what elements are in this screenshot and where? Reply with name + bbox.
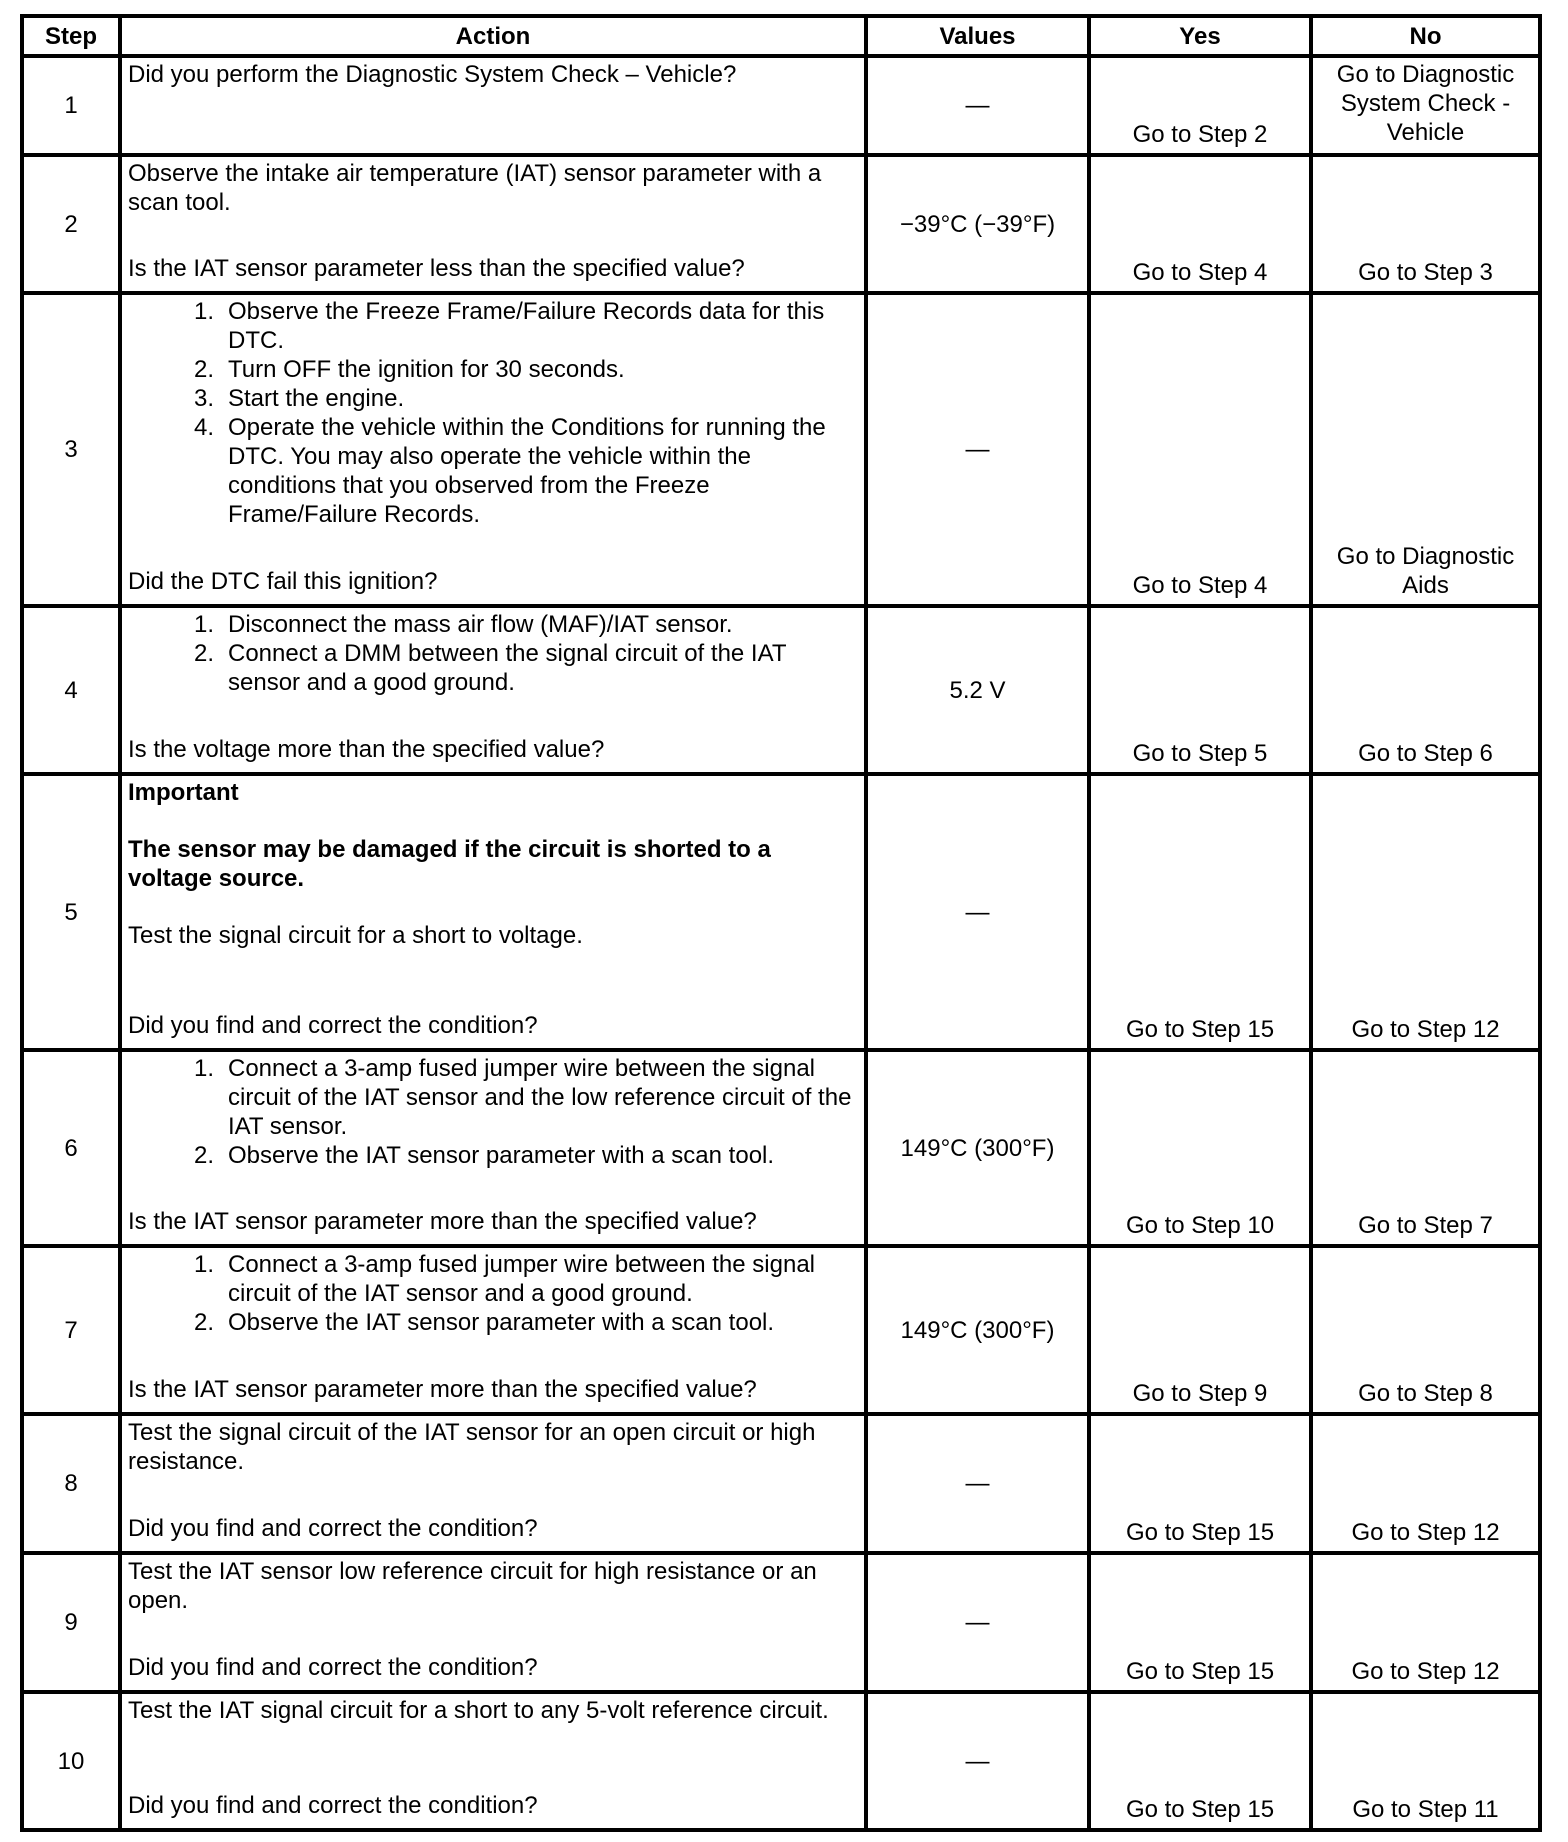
table-row (22, 606, 1540, 774)
no-answer: Go to Step 12 (1351, 1658, 1500, 1685)
step-number: 2 (22, 155, 120, 293)
header-step: Step (22, 16, 120, 56)
step-number: 4 (22, 606, 120, 774)
value-cell: 149°C (300°F) (866, 1050, 1089, 1246)
value-cell: — (866, 774, 1089, 1050)
no-cell (1311, 606, 1540, 774)
yes-cell (1089, 1246, 1311, 1414)
no-answer: Go to Step 12 (1351, 1016, 1500, 1043)
action-cell (120, 1414, 866, 1553)
value-cell: — (866, 1692, 1089, 1830)
action-text: Test the IAT sensor low reference circuit for high resistance or an open. (128, 1558, 817, 1614)
yes-cell (1089, 1692, 1311, 1830)
value-cell: 149°C (300°F) (866, 1246, 1089, 1414)
list-item: 1. Connect a 3-amp fused jumper wire between the signal circuit of the IAT sensor and a good ground. (193, 1251, 815, 1307)
action-cell (120, 1553, 866, 1692)
no-cell (1311, 1246, 1540, 1414)
no-answer: Go to Diagnostic System Check - Vehicle (1336, 61, 1515, 146)
no-cell (1311, 56, 1540, 155)
no-cell (1311, 1553, 1540, 1692)
no-answer: Go to Step 3 (1358, 259, 1493, 286)
no-answer: Go to Step 11 (1352, 1796, 1499, 1823)
yes-answer: Go to Step 15 (1125, 1796, 1275, 1823)
action-question: Is the IAT sensor parameter more than the specified value? (128, 1376, 757, 1403)
no-answer: Go to Step 7 (1358, 1212, 1493, 1239)
action-text: Did you perform the Diagnostic System Check – Vehicle? (128, 61, 737, 88)
list-item: 1. Disconnect the mass air flow (MAF)/IAT sensor. (193, 611, 733, 638)
table-row (22, 1553, 1540, 1692)
value-cell: — (866, 293, 1089, 606)
yes-cell (1089, 293, 1311, 606)
yes-answer: Go to Step 15 (1125, 1016, 1275, 1043)
value-cell: — (866, 1553, 1089, 1692)
action-steps-list (128, 610, 858, 697)
action-question: Did you find and correct the condition? (128, 1012, 538, 1039)
action-text: Observe the intake air temperature (IAT) sensor parameter with a scan tool. (128, 160, 822, 216)
no-answer: Go to Step 8 (1358, 1380, 1493, 1407)
step-number: 3 (22, 293, 120, 606)
action-question: Is the voltage more than the specified value? (128, 736, 605, 763)
value-cell: — (866, 1414, 1089, 1553)
yes-answer: Go to Step 4 (1132, 572, 1268, 599)
yes-cell (1089, 56, 1311, 155)
action-question: Did you find and correct the condition? (128, 1654, 538, 1681)
no-cell (1311, 1414, 1540, 1553)
action-cell (120, 606, 866, 774)
important-notice: The sensor may be damaged if the circuit is shorted to a voltage source. (128, 836, 771, 892)
action-cell (120, 293, 866, 606)
list-item: 2. Turn OFF the ignition for 30 seconds. (193, 356, 625, 383)
diagnostic-table (20, 14, 1542, 1832)
action-text: Test the signal circuit for a short to voltage. (128, 922, 583, 949)
yes-answer: Go to Step 5 (1132, 740, 1268, 767)
yes-cell (1089, 1050, 1311, 1246)
action-cell (120, 56, 866, 155)
table-row (22, 293, 1540, 606)
yes-cell (1089, 1414, 1311, 1553)
yes-answer: Go to Step 9 (1132, 1380, 1268, 1407)
action-text: Test the IAT signal circuit for a short to any 5-volt reference circuit. (128, 1697, 829, 1724)
header-action: Action (120, 16, 866, 56)
no-answer: Go to Step 12 (1351, 1519, 1500, 1546)
list-item: 2. Observe the IAT sensor parameter with a scan tool. (193, 1142, 775, 1169)
action-question: Did you find and correct the condition? (128, 1515, 538, 1542)
table-row (22, 56, 1540, 155)
action-steps-list (128, 1054, 858, 1170)
list-item: 1. Observe the Freeze Frame/Failure Records data for this DTC. (193, 298, 825, 354)
action-steps-list (128, 1250, 858, 1337)
list-item: 1. Connect a 3-amp fused jumper wire between the signal circuit of the IAT sensor and the low reference circuit of the IAT sensor. (193, 1055, 852, 1140)
no-cell (1311, 293, 1540, 606)
step-number: 6 (22, 1050, 120, 1246)
list-item: 2. Connect a DMM between the signal circuit of the IAT sensor and a good ground. (193, 640, 787, 696)
table-row (22, 1414, 1540, 1553)
header-values: Values (866, 16, 1089, 56)
action-steps-list (128, 297, 858, 529)
table-row (22, 1246, 1540, 1414)
list-item: 2. Observe the IAT sensor parameter with a scan tool. (193, 1309, 775, 1336)
no-cell (1311, 1692, 1540, 1830)
header-yes: Yes (1089, 16, 1311, 56)
no-cell (1311, 155, 1540, 293)
yes-cell (1089, 774, 1311, 1050)
value-cell: −39°C (−39°F) (866, 155, 1089, 293)
action-cell (120, 1050, 866, 1246)
important-heading: Important (128, 779, 239, 806)
list-item: 4. Operate the vehicle within the Conditions for running the DTC. You may also operate the vehicle within the conditions that you observed from the Freeze Frame/Failure Records. (193, 414, 826, 528)
yes-answer: Go to Step 10 (1125, 1212, 1275, 1239)
list-item: 3. Start the engine. (193, 385, 405, 412)
header-row (22, 16, 1540, 56)
step-number: 10 (22, 1692, 120, 1830)
action-question: Is the IAT sensor parameter less than the specified value? (128, 255, 745, 282)
no-cell (1311, 1050, 1540, 1246)
header-no: No (1311, 16, 1540, 56)
yes-cell (1089, 155, 1311, 293)
action-cell (120, 774, 866, 1050)
action-question: Did the DTC fail this ignition? (128, 568, 438, 595)
yes-answer: Go to Step 15 (1125, 1519, 1275, 1546)
step-number: 1 (22, 56, 120, 155)
step-number: 8 (22, 1414, 120, 1553)
yes-cell (1089, 1553, 1311, 1692)
yes-answer: Go to Step 4 (1132, 259, 1268, 286)
no-answer: Go to Diagnostic Aids (1336, 543, 1515, 599)
action-cell (120, 155, 866, 293)
table-row (22, 155, 1540, 293)
step-number: 9 (22, 1553, 120, 1692)
no-cell (1311, 774, 1540, 1050)
action-question: Is the IAT sensor parameter more than the specified value? (128, 1208, 757, 1235)
table-row (22, 1050, 1540, 1246)
action-question: Did you find and correct the condition? (128, 1792, 538, 1819)
action-cell (120, 1246, 866, 1414)
value-cell: — (866, 56, 1089, 155)
value-cell: 5.2 V (866, 606, 1089, 774)
table-row (22, 774, 1540, 1050)
yes-answer: Go to Step 2 (1132, 121, 1268, 148)
table-row (22, 1692, 1540, 1830)
no-answer: Go to Step 6 (1358, 740, 1493, 767)
step-number: 5 (22, 774, 120, 1050)
yes-answer: Go to Step 15 (1125, 1658, 1275, 1685)
action-cell (120, 1692, 866, 1830)
action-text: Test the signal circuit of the IAT sensor for an open circuit or high resistance. (128, 1419, 816, 1475)
yes-cell (1089, 606, 1311, 774)
step-number: 7 (22, 1246, 120, 1414)
